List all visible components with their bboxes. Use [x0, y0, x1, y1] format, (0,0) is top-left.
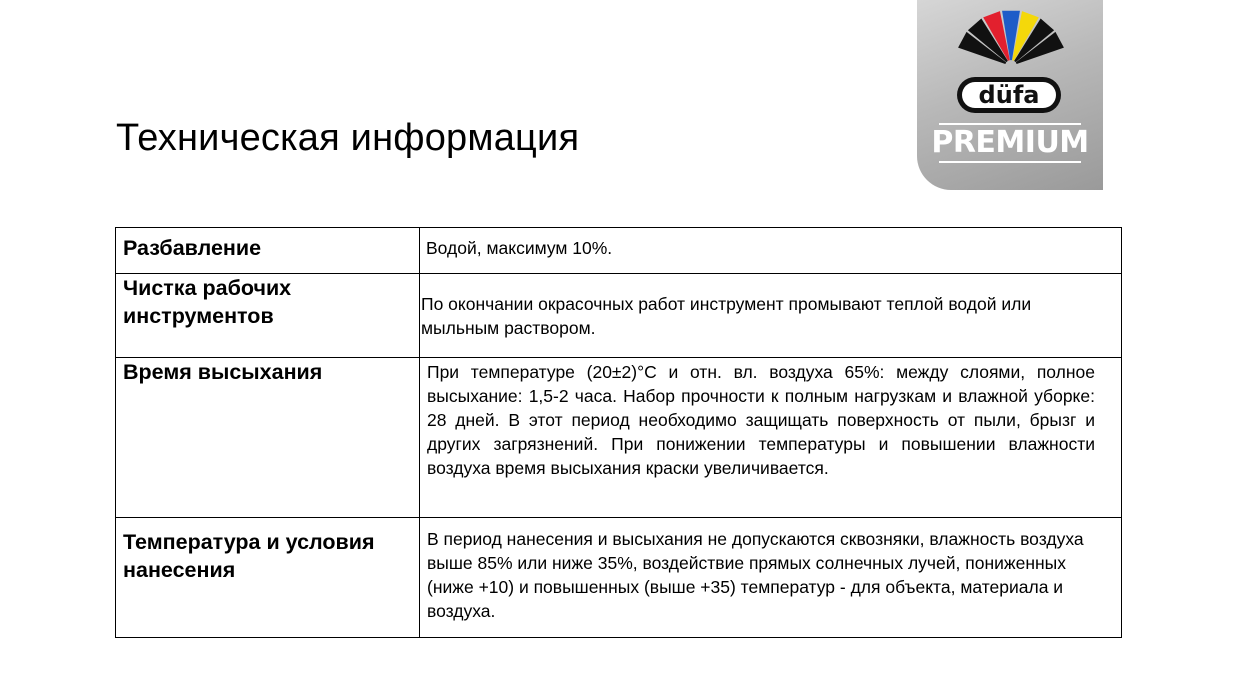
table-row	[116, 518, 1122, 638]
technical-info-table	[115, 227, 1122, 638]
brand-logo	[917, 0, 1103, 190]
row-value: По окончании окрасочных работ инструмент промывают теплой водой или мыльным раствором.	[420, 274, 1122, 358]
row-label: Время высыхания	[116, 358, 420, 518]
logo-brand-text: düfa	[978, 81, 1040, 109]
logo-badge-text: PREMIUM	[931, 125, 1089, 160]
row-label: Температура и условия нанесения	[116, 518, 420, 638]
table-row	[116, 358, 1122, 518]
row-value: При температуре (20±2)°С и отн. вл. воздуха 65%: между слоями, полное высыхание: 1,5-2 часа. Набор прочности к полным нагрузкам и влажной уборке: 28 дней. В этот период необходимо защищать поверхность от пыли, брызг и других загрязнений. При понижении температуры и повышении влажности воздуха время высыхания краски увеличивается.	[420, 358, 1122, 518]
page-title: Техническая информация	[116, 117, 580, 159]
table-row	[116, 228, 1122, 274]
table-row	[116, 274, 1122, 358]
row-label: Разбавление	[116, 228, 420, 274]
row-value: Водой, максимум 10%.	[420, 228, 1122, 274]
row-label: Чистка рабочих инструментов	[116, 274, 420, 358]
row-value: В период нанесения и высыхания не допускаются сквозняки, влажность воздуха выше 85% или ниже 35%, воздействие прямых солнечных лучей, пониженных (ниже +10) и повышенных (выше +35) температур - для объекта, материала и воздуха.	[420, 518, 1122, 638]
